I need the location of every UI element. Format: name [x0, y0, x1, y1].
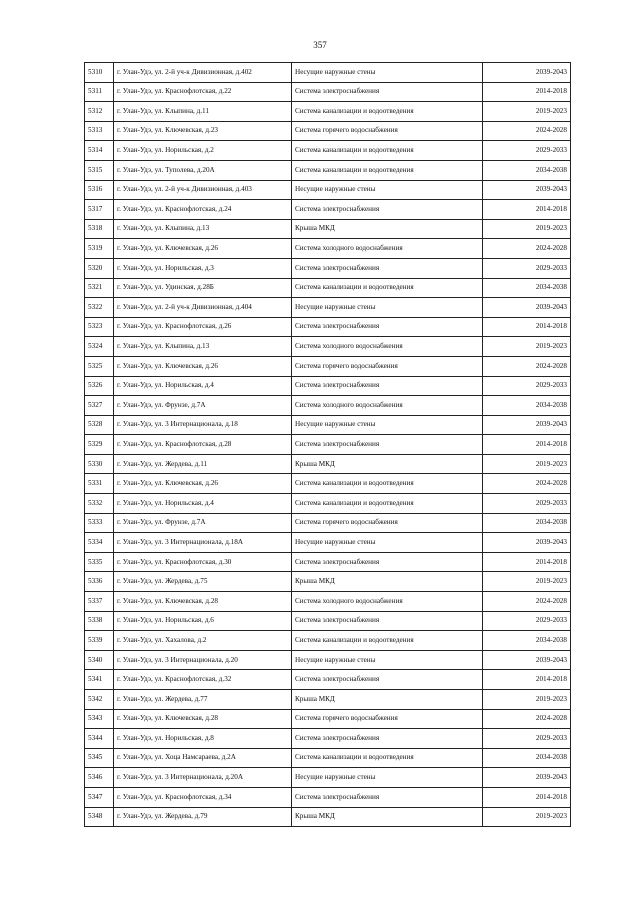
- row-number-cell: 5341: [85, 670, 114, 690]
- address-cell: г. Улан-Удэ, ул. Норильская, д.8: [114, 729, 292, 749]
- table-row: [85, 200, 571, 220]
- row-number-cell: 5316: [85, 180, 114, 200]
- system-cell: Система электроснабжения: [292, 317, 483, 337]
- table-row: [85, 768, 571, 788]
- table-row: [85, 513, 571, 533]
- system-cell: Несущие наружные стены: [292, 415, 483, 435]
- table-row: [85, 415, 571, 435]
- period-cell: 2014-2018: [483, 787, 571, 807]
- period-cell: 2029-2033: [483, 494, 571, 514]
- address-cell: г. Улан-Удэ, ул. Ключевская, д.28: [114, 592, 292, 612]
- row-number-cell: 5329: [85, 435, 114, 455]
- row-number-cell: 5319: [85, 239, 114, 259]
- row-number-cell: 5343: [85, 709, 114, 729]
- row-number-cell: 5323: [85, 317, 114, 337]
- row-number-cell: 5334: [85, 533, 114, 553]
- system-cell: Система канализации и водоотведения: [292, 102, 483, 122]
- table-row: [85, 102, 571, 122]
- period-cell: 2024-2028: [483, 239, 571, 259]
- row-number-cell: 5314: [85, 141, 114, 161]
- system-cell: Система канализации и водоотведения: [292, 494, 483, 514]
- period-cell: 2024-2028: [483, 356, 571, 376]
- period-cell: 2014-2018: [483, 82, 571, 102]
- period-cell: 2019-2023: [483, 454, 571, 474]
- table-row: [85, 317, 571, 337]
- period-cell: 2034-2038: [483, 396, 571, 416]
- table-row: [85, 298, 571, 318]
- period-cell: 2029-2033: [483, 729, 571, 749]
- row-number-cell: 5339: [85, 631, 114, 651]
- system-cell: Несущие наружные стены: [292, 650, 483, 670]
- system-cell: Крыша МКД: [292, 572, 483, 592]
- address-cell: г. Улан-Удэ, ул. Клыпина, д.11: [114, 102, 292, 122]
- period-cell: 2024-2028: [483, 709, 571, 729]
- period-cell: 2024-2028: [483, 474, 571, 494]
- period-cell: 2019-2023: [483, 102, 571, 122]
- table-row: [85, 376, 571, 396]
- system-cell: Система электроснабжения: [292, 552, 483, 572]
- table-row: [85, 631, 571, 651]
- address-cell: г. Улан-Удэ, ул. Ключевская, д.23: [114, 121, 292, 141]
- address-cell: г. Улан-Удэ, ул. Норильская, д.2: [114, 141, 292, 161]
- address-cell: г. Улан-Удэ, ул. Норильская, д.6: [114, 611, 292, 631]
- row-number-cell: 5326: [85, 376, 114, 396]
- address-cell: г. Улан-Удэ, ул. Ключевская, д.28: [114, 709, 292, 729]
- table-row: [85, 219, 571, 239]
- system-cell: Крыша МКД: [292, 454, 483, 474]
- table-row: [85, 239, 571, 259]
- table-row: [85, 258, 571, 278]
- table-row: [85, 611, 571, 631]
- system-cell: Система холодного водоснабжения: [292, 396, 483, 416]
- table-row: [85, 82, 571, 102]
- row-number-cell: 5337: [85, 592, 114, 612]
- address-cell: г. Улан-Удэ, ул. Клыпина, д.13: [114, 337, 292, 357]
- table-row: [85, 592, 571, 612]
- row-number-cell: 5346: [85, 768, 114, 788]
- table-row: [85, 807, 571, 827]
- address-cell: г. Улан-Удэ, ул. Хахалова, д.2: [114, 631, 292, 651]
- period-cell: 2019-2023: [483, 219, 571, 239]
- system-cell: Система канализации и водоотведения: [292, 474, 483, 494]
- row-number-cell: 5313: [85, 121, 114, 141]
- row-number-cell: 5340: [85, 650, 114, 670]
- system-cell: Система канализации и водоотведения: [292, 160, 483, 180]
- table-row: [85, 356, 571, 376]
- period-cell: 2039-2043: [483, 533, 571, 553]
- period-cell: 2014-2018: [483, 317, 571, 337]
- system-cell: Система электроснабжения: [292, 258, 483, 278]
- address-cell: г. Улан-Удэ, ул. Краснофлотская, д.22: [114, 82, 292, 102]
- period-cell: 2039-2043: [483, 298, 571, 318]
- address-cell: г. Улан-Удэ, ул. 3 Интернационала, д.20: [114, 650, 292, 670]
- address-cell: г. Улан-Удэ, ул. Удинская, д.28Б: [114, 278, 292, 298]
- address-cell: г. Улан-Удэ, ул. 3 Интернационала, д.18: [114, 415, 292, 435]
- row-number-cell: 5310: [85, 63, 114, 83]
- address-cell: г. Улан-Удэ, ул. Туполева, д.20А: [114, 160, 292, 180]
- row-number-cell: 5336: [85, 572, 114, 592]
- table-row: [85, 160, 571, 180]
- address-cell: г. Улан-Удэ, ул. Жердева, д.79: [114, 807, 292, 827]
- row-number-cell: 5318: [85, 219, 114, 239]
- system-cell: Система горячего водоснабжения: [292, 709, 483, 729]
- row-number-cell: 5317: [85, 200, 114, 220]
- system-cell: Система электроснабжения: [292, 787, 483, 807]
- period-cell: 2034-2038: [483, 513, 571, 533]
- address-cell: г. Улан-Удэ, ул. Краснофлотская, д.28: [114, 435, 292, 455]
- row-number-cell: 5348: [85, 807, 114, 827]
- system-cell: Система электроснабжения: [292, 435, 483, 455]
- address-cell: г. Улан-Удэ, ул. Краснофлотская, д.24: [114, 200, 292, 220]
- row-number-cell: 5320: [85, 258, 114, 278]
- system-cell: Система канализации и водоотведения: [292, 141, 483, 161]
- system-cell: Несущие наружные стены: [292, 180, 483, 200]
- table-row: [85, 690, 571, 710]
- address-cell: г. Улан-Удэ, ул. 3 Интернационала, д.20А: [114, 768, 292, 788]
- system-cell: Система электроснабжения: [292, 729, 483, 749]
- address-cell: г. Улан-Удэ, ул. Клыпина, д.13: [114, 219, 292, 239]
- address-cell: г. Улан-Удэ, ул. Фрунзе, д.7А: [114, 513, 292, 533]
- row-number-cell: 5331: [85, 474, 114, 494]
- table-row: [85, 787, 571, 807]
- system-cell: Система горячего водоснабжения: [292, 513, 483, 533]
- system-cell: Несущие наружные стены: [292, 63, 483, 83]
- table-row: [85, 396, 571, 416]
- table-row: [85, 729, 571, 749]
- table-row: [85, 748, 571, 768]
- system-cell: Система горячего водоснабжения: [292, 121, 483, 141]
- table-row: [85, 337, 571, 357]
- system-cell: Система холодного водоснабжения: [292, 592, 483, 612]
- address-cell: г. Улан-Удэ, ул. Ключевская, д.26: [114, 356, 292, 376]
- system-cell: Система канализации и водоотведения: [292, 631, 483, 651]
- period-cell: 2029-2033: [483, 258, 571, 278]
- row-number-cell: 5325: [85, 356, 114, 376]
- period-cell: 2019-2023: [483, 337, 571, 357]
- system-cell: Система горячего водоснабжения: [292, 356, 483, 376]
- period-cell: 2029-2033: [483, 141, 571, 161]
- period-cell: 2034-2038: [483, 748, 571, 768]
- system-cell: Система канализации и водоотведения: [292, 278, 483, 298]
- table-row: [85, 709, 571, 729]
- address-cell: г. Улан-Удэ, ул. Ключевская, д.26: [114, 474, 292, 494]
- row-number-cell: 5330: [85, 454, 114, 474]
- table-row: [85, 121, 571, 141]
- system-cell: Система холодного водоснабжения: [292, 337, 483, 357]
- period-cell: 2034-2038: [483, 278, 571, 298]
- row-number-cell: 5327: [85, 396, 114, 416]
- system-cell: Крыша МКД: [292, 807, 483, 827]
- table-row: [85, 552, 571, 572]
- period-cell: 2039-2043: [483, 180, 571, 200]
- address-cell: г. Улан-Удэ, ул. Жердева, д.77: [114, 690, 292, 710]
- period-cell: 2034-2038: [483, 631, 571, 651]
- registry-table-body: [85, 63, 571, 827]
- system-cell: Система электроснабжения: [292, 200, 483, 220]
- table-row: [85, 533, 571, 553]
- table-row: [85, 278, 571, 298]
- system-cell: Система электроснабжения: [292, 82, 483, 102]
- address-cell: г. Улан-Удэ, ул. Хоца Намсараева, д.2А: [114, 748, 292, 768]
- address-cell: г. Улан-Удэ, ул. Ключевская, д.26: [114, 239, 292, 259]
- table-row: [85, 141, 571, 161]
- row-number-cell: 5328: [85, 415, 114, 435]
- system-cell: Крыша МКД: [292, 690, 483, 710]
- system-cell: Система электроснабжения: [292, 670, 483, 690]
- system-cell: Несущие наружные стены: [292, 533, 483, 553]
- table-row: [85, 180, 571, 200]
- address-cell: г. Улан-Удэ, ул. 3 Интернационала, д.18А: [114, 533, 292, 553]
- address-cell: г. Улан-Удэ, ул. Норильская, д.4: [114, 376, 292, 396]
- system-cell: Крыша МКД: [292, 219, 483, 239]
- row-number-cell: 5315: [85, 160, 114, 180]
- row-number-cell: 5342: [85, 690, 114, 710]
- table-row: [85, 494, 571, 514]
- address-cell: г. Улан-Удэ, ул. Фрунзе, д.7А: [114, 396, 292, 416]
- row-number-cell: 5324: [85, 337, 114, 357]
- address-cell: г. Улан-Удэ, ул. Жердева, д.75: [114, 572, 292, 592]
- row-number-cell: 5321: [85, 278, 114, 298]
- period-cell: 2014-2018: [483, 670, 571, 690]
- period-cell: 2029-2033: [483, 611, 571, 631]
- page-number: 357: [313, 40, 327, 50]
- row-number-cell: 5312: [85, 102, 114, 122]
- table-row: [85, 670, 571, 690]
- system-cell: Система электроснабжения: [292, 376, 483, 396]
- row-number-cell: 5332: [85, 494, 114, 514]
- table-row: [85, 650, 571, 670]
- address-cell: г. Улан-Удэ, ул. Краснофлотская, д.32: [114, 670, 292, 690]
- row-number-cell: 5333: [85, 513, 114, 533]
- row-number-cell: 5338: [85, 611, 114, 631]
- period-cell: 2039-2043: [483, 768, 571, 788]
- address-cell: г. Улан-Удэ, ул. 2-й уч-к Дивизионная, д.402: [114, 63, 292, 83]
- system-cell: Система канализации и водоотведения: [292, 748, 483, 768]
- address-cell: г. Улан-Удэ, ул. Норильская, д.3: [114, 258, 292, 278]
- address-cell: г. Улан-Удэ, ул. 2-й уч-к Дивизионная, д.403: [114, 180, 292, 200]
- address-cell: г. Улан-Удэ, ул. 2-й уч-к Дивизионная, д.404: [114, 298, 292, 318]
- period-cell: 2029-2033: [483, 376, 571, 396]
- row-number-cell: 5335: [85, 552, 114, 572]
- table-row: [85, 435, 571, 455]
- period-cell: 2024-2028: [483, 592, 571, 612]
- row-number-cell: 5344: [85, 729, 114, 749]
- address-cell: г. Улан-Удэ, ул. Краснофлотская, д.30: [114, 552, 292, 572]
- system-cell: Система холодного водоснабжения: [292, 239, 483, 259]
- registry-table: [84, 62, 571, 827]
- address-cell: г. Улан-Удэ, ул. Краснофлотская, д.34: [114, 787, 292, 807]
- period-cell: 2019-2023: [483, 690, 571, 710]
- period-cell: 2014-2018: [483, 200, 571, 220]
- table-row: [85, 63, 571, 83]
- table-row: [85, 474, 571, 494]
- row-number-cell: 5322: [85, 298, 114, 318]
- period-cell: 2019-2023: [483, 572, 571, 592]
- period-cell: 2019-2023: [483, 807, 571, 827]
- period-cell: 2039-2043: [483, 415, 571, 435]
- system-cell: Несущие наружные стены: [292, 768, 483, 788]
- period-cell: 2014-2018: [483, 435, 571, 455]
- table-row: [85, 572, 571, 592]
- period-cell: 2039-2043: [483, 63, 571, 83]
- address-cell: г. Улан-Удэ, ул. Краснофлотская, д.26: [114, 317, 292, 337]
- row-number-cell: 5311: [85, 82, 114, 102]
- period-cell: 2039-2043: [483, 650, 571, 670]
- period-cell: 2014-2018: [483, 552, 571, 572]
- period-cell: 2034-2038: [483, 160, 571, 180]
- row-number-cell: 5347: [85, 787, 114, 807]
- row-number-cell: 5345: [85, 748, 114, 768]
- table-row: [85, 454, 571, 474]
- period-cell: 2024-2028: [483, 121, 571, 141]
- system-cell: Несущие наружные стены: [292, 298, 483, 318]
- address-cell: г. Улан-Удэ, ул. Жердева, д.11: [114, 454, 292, 474]
- address-cell: г. Улан-Удэ, ул. Норильская, д.4: [114, 494, 292, 514]
- system-cell: Система электроснабжения: [292, 611, 483, 631]
